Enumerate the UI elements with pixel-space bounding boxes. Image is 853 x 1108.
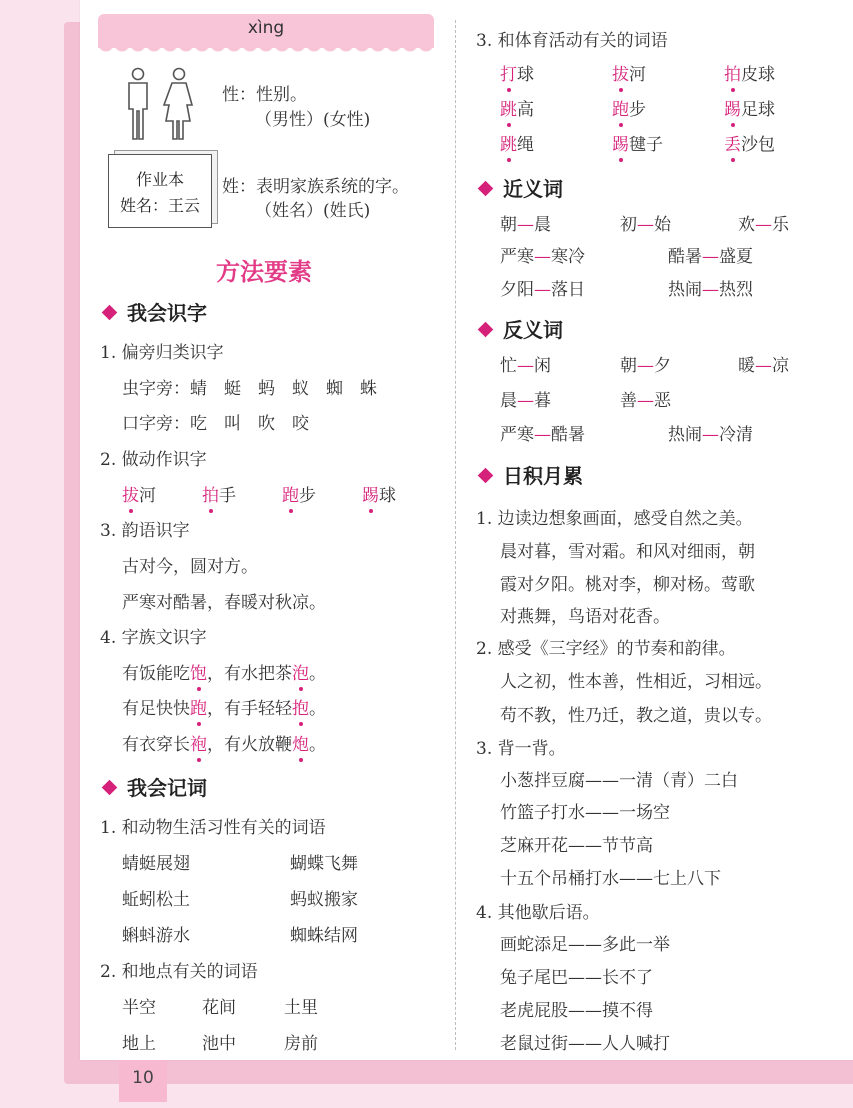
page-number-tab [119,1060,167,1102]
section-title: 我会记词 [127,776,207,800]
accumulation-line: 霞对夕阳。桃对李，柳对杨。莺歌 [500,575,755,595]
sport-word: 踢毽子 [612,135,663,155]
animal-word: 蜻蜓展翅 [122,854,190,874]
animal-word: 蜘蛛结网 [290,926,358,946]
place-word: 池中 [202,1034,236,1054]
antonym-pair: 晨—暮 [500,391,551,411]
sport-word: 拔河 [612,65,646,85]
pinyin-label: xìng [247,18,285,38]
antonym-pair: 严寒—酷暑 [500,425,585,445]
accumulation-line: 老虎屁股——摸不得 [500,1001,653,1021]
accumulation-line: 人之初，性本善，性相近，习相远。 [500,672,772,692]
place-word: 房前 [284,1034,318,1054]
diamond-icon [478,322,494,338]
action-word: 跑步 [282,486,316,506]
antonym-pair: 朝—夕 [620,356,671,376]
section-heading-recognize [104,297,207,326]
page-number: 10 [132,1068,154,1088]
diamond-icon [102,305,118,321]
accumulation-line: 十五个吊桶打水——七上八下 [500,869,721,889]
accumulation-line: 4. 其他歇后语。 [476,903,600,923]
sport-word: 打球 [500,65,534,85]
accumulation-line: 芝麻开花——节节高 [500,836,653,856]
animal-word: 蚂蚁搬家 [290,890,358,910]
sport-word: 拍皮球 [724,65,775,85]
synonym-pair: 朝—晨 [500,215,551,235]
accumulation-line: 画蛇添足——多此一举 [500,935,670,955]
item-place-words: 2. 和地点有关的词语 [100,962,258,982]
antonym-pair: 忙—闲 [500,356,551,376]
animal-word: 蚯蚓松土 [122,890,190,910]
accumulation-line: 1. 边读边想象画面，感受自然之美。 [476,509,753,529]
accumulation-line: 2. 感受《三字经》的节奏和韵律。 [476,639,736,659]
accumulation-line: 小葱拌豆腐——一清（青）二白 [500,771,738,791]
action-word: 拔河 [122,486,156,506]
section-heading-antonyms [480,314,563,343]
animal-word: 蝌蚪游水 [122,926,190,946]
accumulation-line: 兔子尾巴——长不了 [500,968,653,988]
animal-word: 蝴蝶飞舞 [290,854,358,874]
action-word: 踢球 [362,486,396,506]
rhyme-line-1: 古对今，圆对方。 [122,557,258,577]
column-divider [455,20,456,1050]
sport-word: 丢沙包 [724,135,775,155]
section-title: 我会识字 [127,301,207,325]
antonym-pair: 暖—凉 [738,356,789,376]
accumulation-line: 晨对暮，雪对霜。和风对细雨，朝 [500,542,755,562]
diamond-icon [478,468,494,484]
accumulation-line: 对燕舞，鸟语对花香。 [500,607,670,627]
accumulation-line: 苟不教，性乃迁，教之道，贵以专。 [500,706,772,726]
char-family-line: 有衣穿长袍，有火放鞭炮。 [122,735,326,755]
diamond-icon [102,780,118,796]
sport-word: 跳绳 [500,135,534,155]
accumulation-line: 老鼠过街——人人喊打 [500,1034,670,1054]
synonym-pair: 酷暑—盛夏 [668,247,753,267]
place-word: 半空 [122,998,156,1018]
pinyin-banner [98,14,434,48]
sport-word: 踢足球 [724,100,775,120]
char-family-line: 有饭能吃饱，有水把茶泡。 [122,664,326,684]
antonym-pair: 善—恶 [620,391,671,411]
page-title: 方法要素 [216,257,312,286]
synonym-pair: 初—始 [620,215,671,235]
section-title: 近义词 [503,177,563,201]
sport-word: 跑步 [612,100,646,120]
item-actions: 2. 做动作识字 [100,450,207,470]
rhyme-line-2: 严寒对酷暑，春暖对秋凉。 [122,593,326,613]
synonym-pair: 欢—乐 [738,215,789,235]
note-xing-2: 姓：表明家族系统的字。 [222,177,409,197]
accumulation-line: 3. 背一背。 [476,739,566,759]
notebook-line-1: 作业本 [135,170,184,189]
synonym-pair: 热闹—热烈 [668,280,753,300]
radical-insect-row: 虫字旁：蜻 蜓 蚂 蚁 蜘 蛛 [122,379,377,399]
radical-mouth-row: 口字旁：吃 叫 吹 咬 [122,414,309,434]
item-radicals: 1. 偏旁归类识字 [100,343,224,363]
place-word: 花间 [202,998,236,1018]
synonym-pair: 严寒—寒冷 [500,247,585,267]
item-sports-words: 3. 和体育活动有关的词语 [476,31,668,51]
note-xing-1-examples: （男性）(女性) [255,110,371,130]
char-family-line: 有足快快跑，有手轻轻抱。 [122,699,326,719]
action-word: 拍手 [202,486,236,506]
sport-word: 跳高 [500,100,534,120]
male-female-icon [124,66,200,142]
synonym-pair: 夕阳—落日 [500,280,585,300]
place-word: 土里 [284,998,318,1018]
notebook-icon [108,154,212,228]
diamond-icon [478,181,494,197]
accumulation-line: 竹篮子打水——一场空 [500,803,670,823]
section-heading-accumulation [480,460,583,489]
section-title: 反义词 [503,318,563,342]
note-xing-1: 性：性别。 [222,85,307,105]
antonym-pair: 热闹—冷清 [668,425,753,445]
section-heading-synonyms [480,173,563,202]
section-title: 日积月累 [503,464,583,488]
notebook-line-2: 姓名：王云 [119,196,200,215]
section-heading-words [104,772,207,801]
place-word: 地上 [122,1034,156,1054]
item-rhyme: 3. 韵语识字 [100,521,190,541]
item-char-family: 4. 字族文识字 [100,628,207,648]
note-xing-2-examples: （姓名）(姓氏) [255,201,371,221]
item-animal-words: 1. 和动物生活习性有关的词语 [100,818,326,838]
